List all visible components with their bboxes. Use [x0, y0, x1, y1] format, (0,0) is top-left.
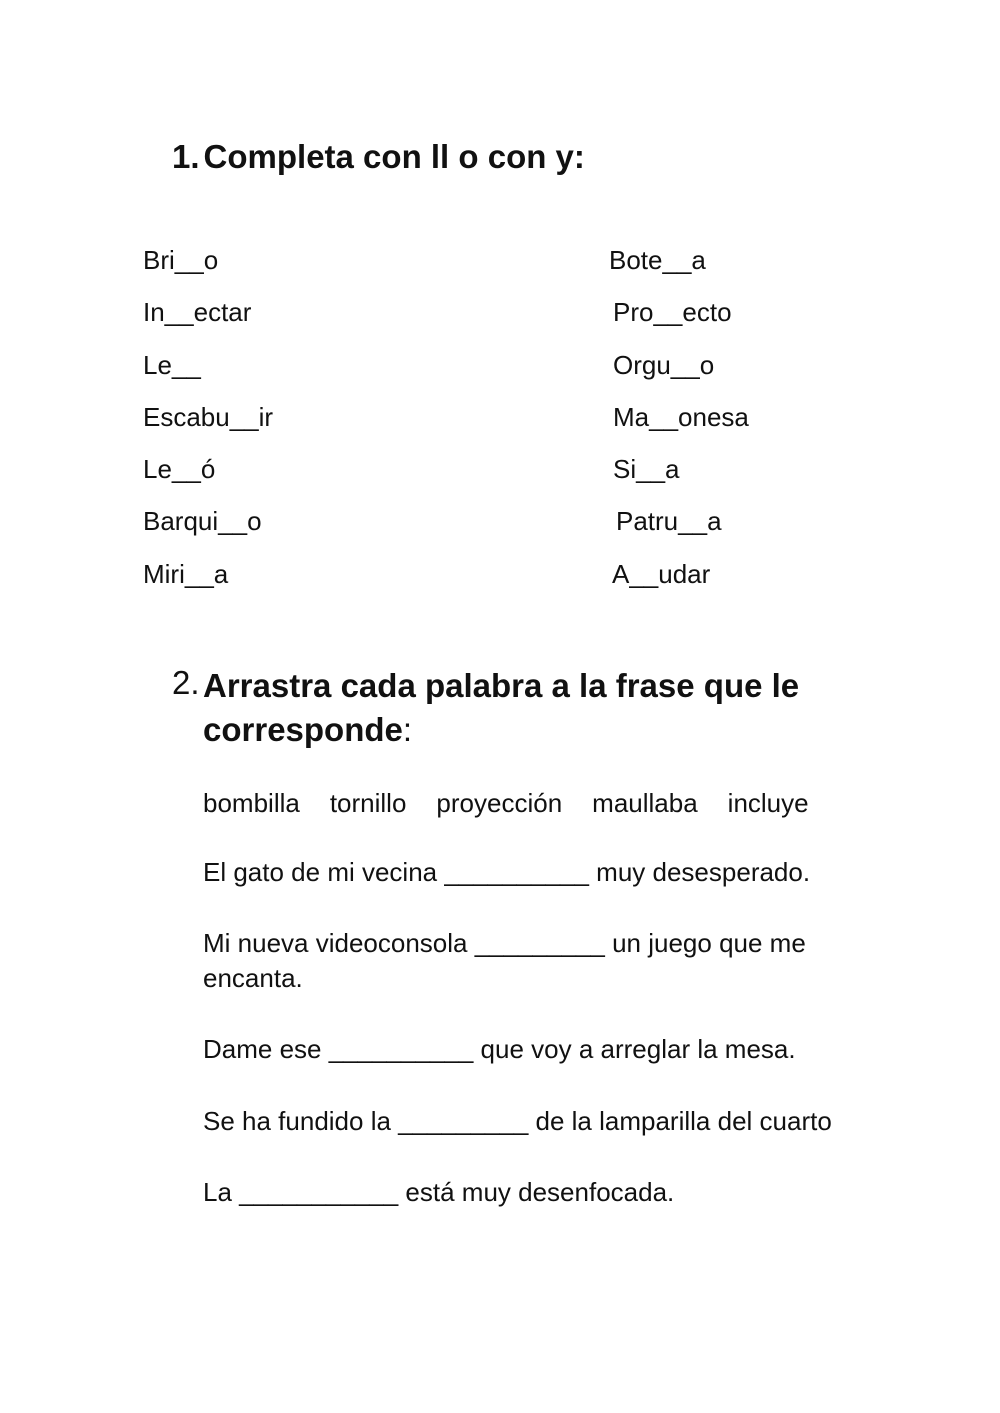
right-word-2: Pro__ecto — [613, 297, 732, 327]
word-bank-item[interactable]: bombilla — [203, 788, 300, 818]
left-word-6: Barqui__o — [143, 506, 262, 536]
right-word-7: A__udar — [612, 559, 711, 589]
word-bank — [203, 788, 809, 819]
left-word-2: In__ectar — [143, 297, 252, 327]
section2-title-suffix: : — [402, 711, 413, 748]
sentence-2: Mi nueva videoconsola _________ un juego que me encanta. — [203, 928, 806, 993]
sentence-5: La ___________ está muy desenfocada. — [203, 1177, 675, 1207]
sentence-4: Se ha fundido la _________ de la lamparilla del cuarto — [203, 1106, 832, 1136]
right-word-5: Si__a — [613, 454, 680, 484]
section1-heading — [172, 138, 585, 176]
word-bank-item[interactable]: maullaba — [592, 788, 698, 818]
left-word-4: Escabu__ir — [143, 402, 274, 432]
section1-title: Completa con ll o con y: — [203, 138, 585, 175]
right-word-4: Ma__onesa — [613, 402, 749, 432]
right-word-3: Orgu__o — [613, 350, 715, 380]
word-bank-item[interactable]: tornillo — [329, 788, 407, 818]
left-word-7: Miri__a — [143, 559, 229, 589]
right-word-1: Bote__a — [609, 245, 706, 275]
left-word-1: Bri__o — [143, 245, 219, 275]
left-word-3: Le__ — [143, 350, 201, 380]
section2-heading — [203, 664, 903, 752]
sentence-3: Dame ese __________ que voy a arreglar la mesa. — [203, 1034, 796, 1064]
section2-number: 2. — [172, 664, 200, 701]
section2-title: Arrastra cada palabra a la frase que le corresponde — [203, 667, 800, 748]
sentence-1: El gato de mi vecina __________ muy desesperado. — [203, 857, 811, 887]
section1-number: 1. — [172, 138, 200, 175]
word-bank-item[interactable]: proyección — [436, 788, 563, 818]
right-word-6: Patru__a — [616, 506, 722, 536]
word-bank-item[interactable]: incluye — [727, 788, 809, 818]
left-word-5: Le__ó — [143, 454, 216, 484]
